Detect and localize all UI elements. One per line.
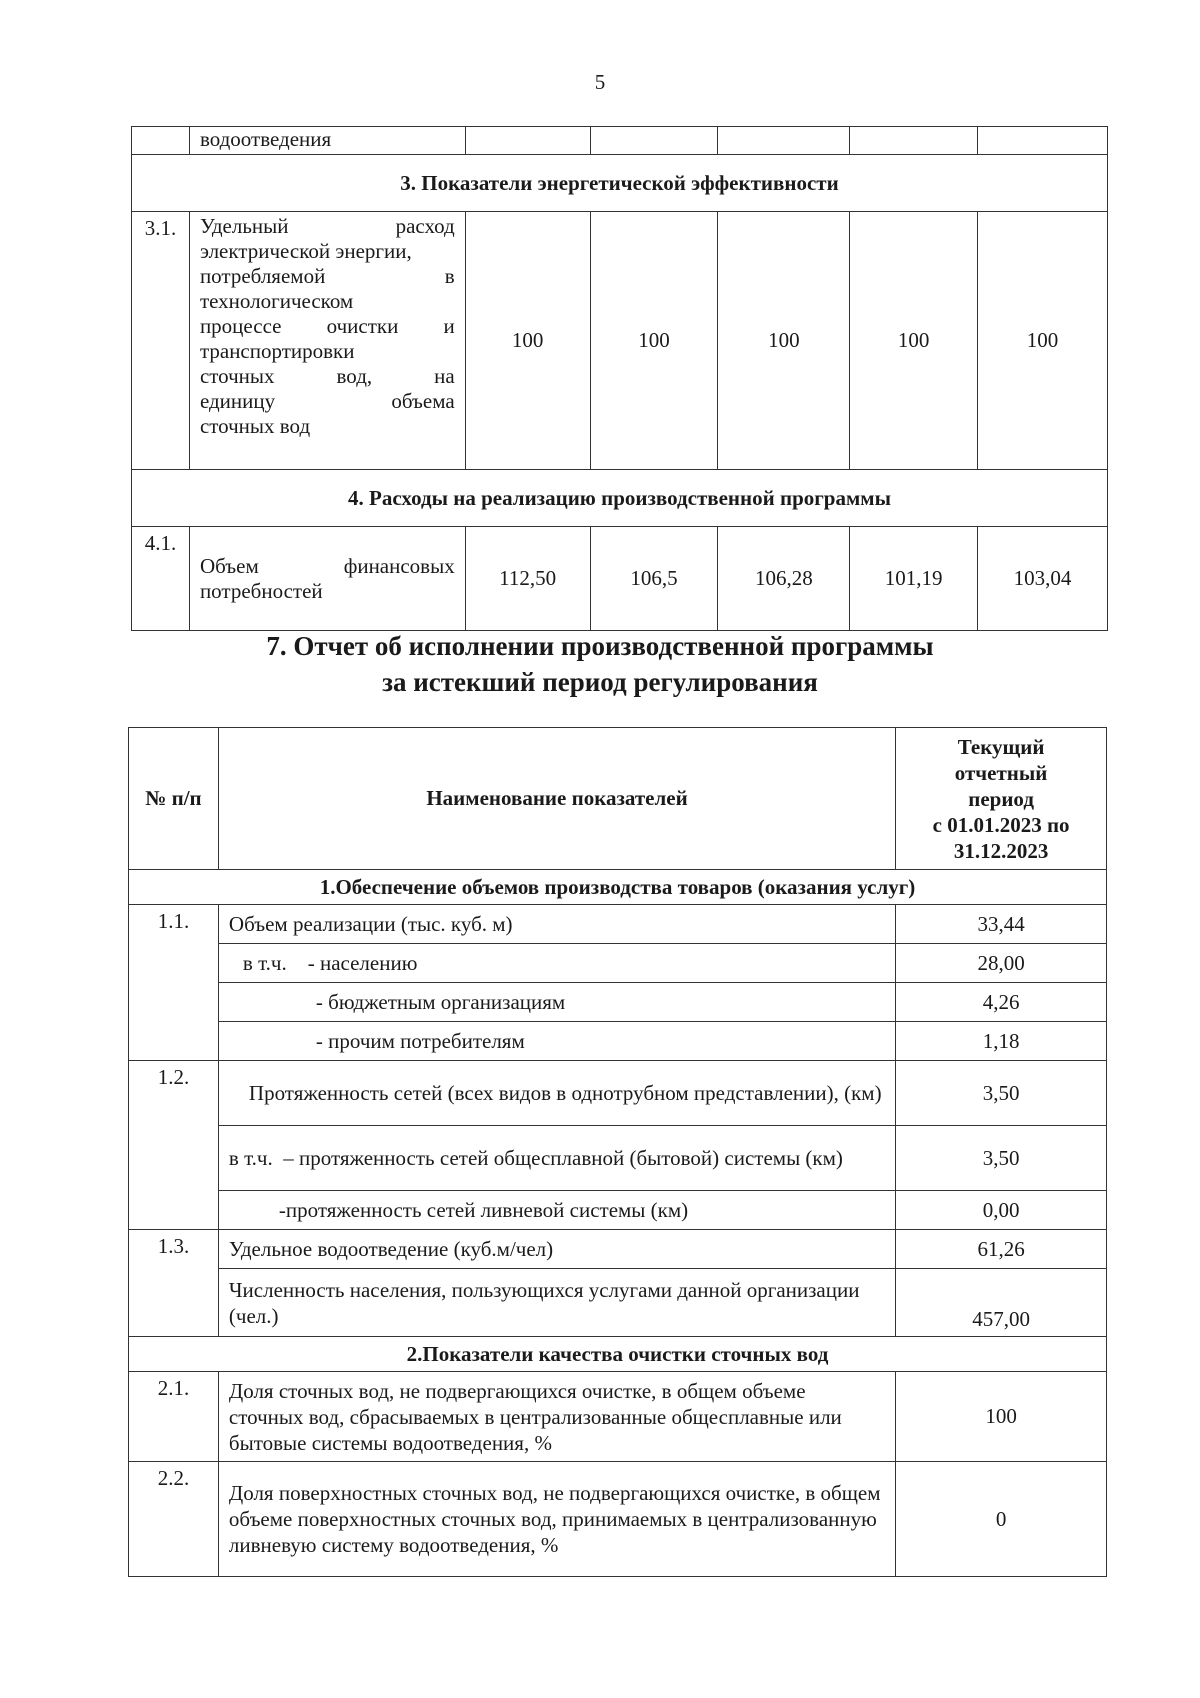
section-header-row [132, 470, 1108, 527]
table-row [132, 527, 1108, 631]
section-title: 4. Расходы на реализацию производственной программы [132, 470, 1108, 527]
header-line: период [968, 786, 1034, 811]
report-table [128, 727, 1107, 1577]
value-cell: 0,00 [896, 1191, 1107, 1230]
table-row [129, 1372, 1107, 1462]
heading-line: 7. Отчет об исполнении производственной программы [266, 631, 934, 661]
table-row [129, 1022, 1107, 1061]
indicator-name: - прочим потребителям [218, 1022, 895, 1061]
name-line: единицу объема [199, 389, 455, 413]
value-cell: 106,28 [718, 527, 850, 631]
row-number: 2.2. [129, 1462, 219, 1577]
name-line: транспортировки [199, 339, 355, 363]
name-line: сточных вод [199, 414, 311, 438]
heading-line: за истекший период регулирования [382, 667, 818, 697]
value-cell: 100 [896, 1372, 1107, 1462]
row-number [132, 127, 190, 155]
row-number: 4.1. [132, 527, 190, 631]
name-line: процессе очистки и [199, 314, 455, 338]
indicators-table-continued [131, 126, 1108, 631]
value-cell: 106,5 [590, 527, 718, 631]
section-header-row [129, 1337, 1107, 1372]
indicator-name: водоотведения [189, 127, 465, 155]
header-name: Наименование показателей [218, 728, 895, 870]
name-line: технологическом [199, 289, 354, 313]
section-title: 2.Показатели качества очистки сточных вод [129, 1337, 1107, 1372]
name-line: электрической энергии, [199, 239, 412, 263]
header-line: 31.12.2023 [953, 838, 1049, 863]
table-row [129, 1191, 1107, 1230]
value-cell: 112,50 [465, 527, 590, 631]
row-number: 1.1. [129, 905, 219, 944]
name-line: сточных вод, на [199, 364, 455, 388]
indicator-name: Протяженность сетей (всех видов в однотрубном представлении), (км) [218, 1061, 895, 1126]
name-line: Объем финансовых [199, 553, 455, 578]
indicator-name: - бюджетным организациям [218, 983, 895, 1022]
header-line: Текущий [957, 734, 1045, 759]
name-line: потребностей [199, 578, 323, 603]
value-cell: 0 [896, 1462, 1107, 1577]
row-number: 3.1. [132, 212, 190, 470]
table-row [129, 1462, 1107, 1577]
header-num: № п/п [129, 728, 219, 870]
value-cell: 28,00 [896, 944, 1107, 983]
section-header-row [129, 870, 1107, 905]
value-cell: 4,26 [896, 983, 1107, 1022]
table-row [129, 1126, 1107, 1191]
table-row [129, 1230, 1107, 1269]
value-cell: 3,50 [896, 1126, 1107, 1191]
row-number: 2.1. [129, 1372, 219, 1462]
indicator-name: Объем реализации (тыс. куб. м) [218, 905, 895, 944]
table-row [129, 944, 1107, 983]
header-line: отчетный [954, 760, 1048, 785]
header-line: с 01.01.2023 по [932, 812, 1070, 837]
indicator-name: Удельное водоотведение (куб.м/чел) [218, 1230, 895, 1269]
row-number: 1.3. [129, 1230, 219, 1269]
value-cell: 100 [978, 212, 1108, 470]
indicator-name [189, 527, 465, 631]
value-cell: 100 [850, 212, 978, 470]
section-title: 3. Показатели энергетической эффективности [132, 155, 1108, 212]
table-row [129, 983, 1107, 1022]
value-cell: 457,00 [896, 1269, 1107, 1337]
table-row [132, 212, 1108, 470]
table-row [132, 127, 1108, 155]
indicator-name: Численность населения, пользующихся услугами данной организации (чел.) [218, 1269, 895, 1337]
value-cell: 33,44 [896, 905, 1107, 944]
indicator-name: -протяженность сетей ливневой системы (км) [218, 1191, 895, 1230]
page-number: 5 [594, 70, 606, 94]
indicator-name: в т.ч. – протяженность сетей общесплавной (бытовой) системы (км) [218, 1126, 895, 1191]
table-row [129, 1269, 1107, 1337]
row-number: 1.2. [129, 1061, 219, 1126]
indicator-name: в т.ч. - населению [218, 944, 895, 983]
value-cell: 100 [465, 212, 590, 470]
value-cell: 100 [590, 212, 718, 470]
table-row [129, 1061, 1107, 1126]
value-cell: 101,19 [850, 527, 978, 631]
value-cell: 3,50 [896, 1061, 1107, 1126]
section-header-row [132, 155, 1108, 212]
section-title: 1.Обеспечение объемов производства товаров (оказания услуг) [129, 870, 1107, 905]
name-line: Удельный расход [199, 214, 455, 238]
name-line: потребляемой в [199, 264, 455, 288]
value-cell: 61,26 [896, 1230, 1107, 1269]
header-row [129, 728, 1107, 870]
indicator-name [189, 212, 465, 470]
value-cell: 103,04 [978, 527, 1108, 631]
section-heading [0, 628, 1200, 700]
indicator-name: Доля сточных вод, не подвергающихся очистке, в общем объеме сточных вод, сбрасываемых в централизованные общесплавные или бытовые системы водоотведения, % [218, 1372, 895, 1462]
table-row [129, 905, 1107, 944]
value-cell: 1,18 [896, 1022, 1107, 1061]
value-cell: 100 [718, 212, 850, 470]
indicator-name: Доля поверхностных сточных вод, не подвергающихся очистке, в общем объеме поверхностных сточных вод, принимаемых в централизованную ливневую систему водоотведения, % [218, 1462, 895, 1577]
header-period [896, 728, 1107, 870]
